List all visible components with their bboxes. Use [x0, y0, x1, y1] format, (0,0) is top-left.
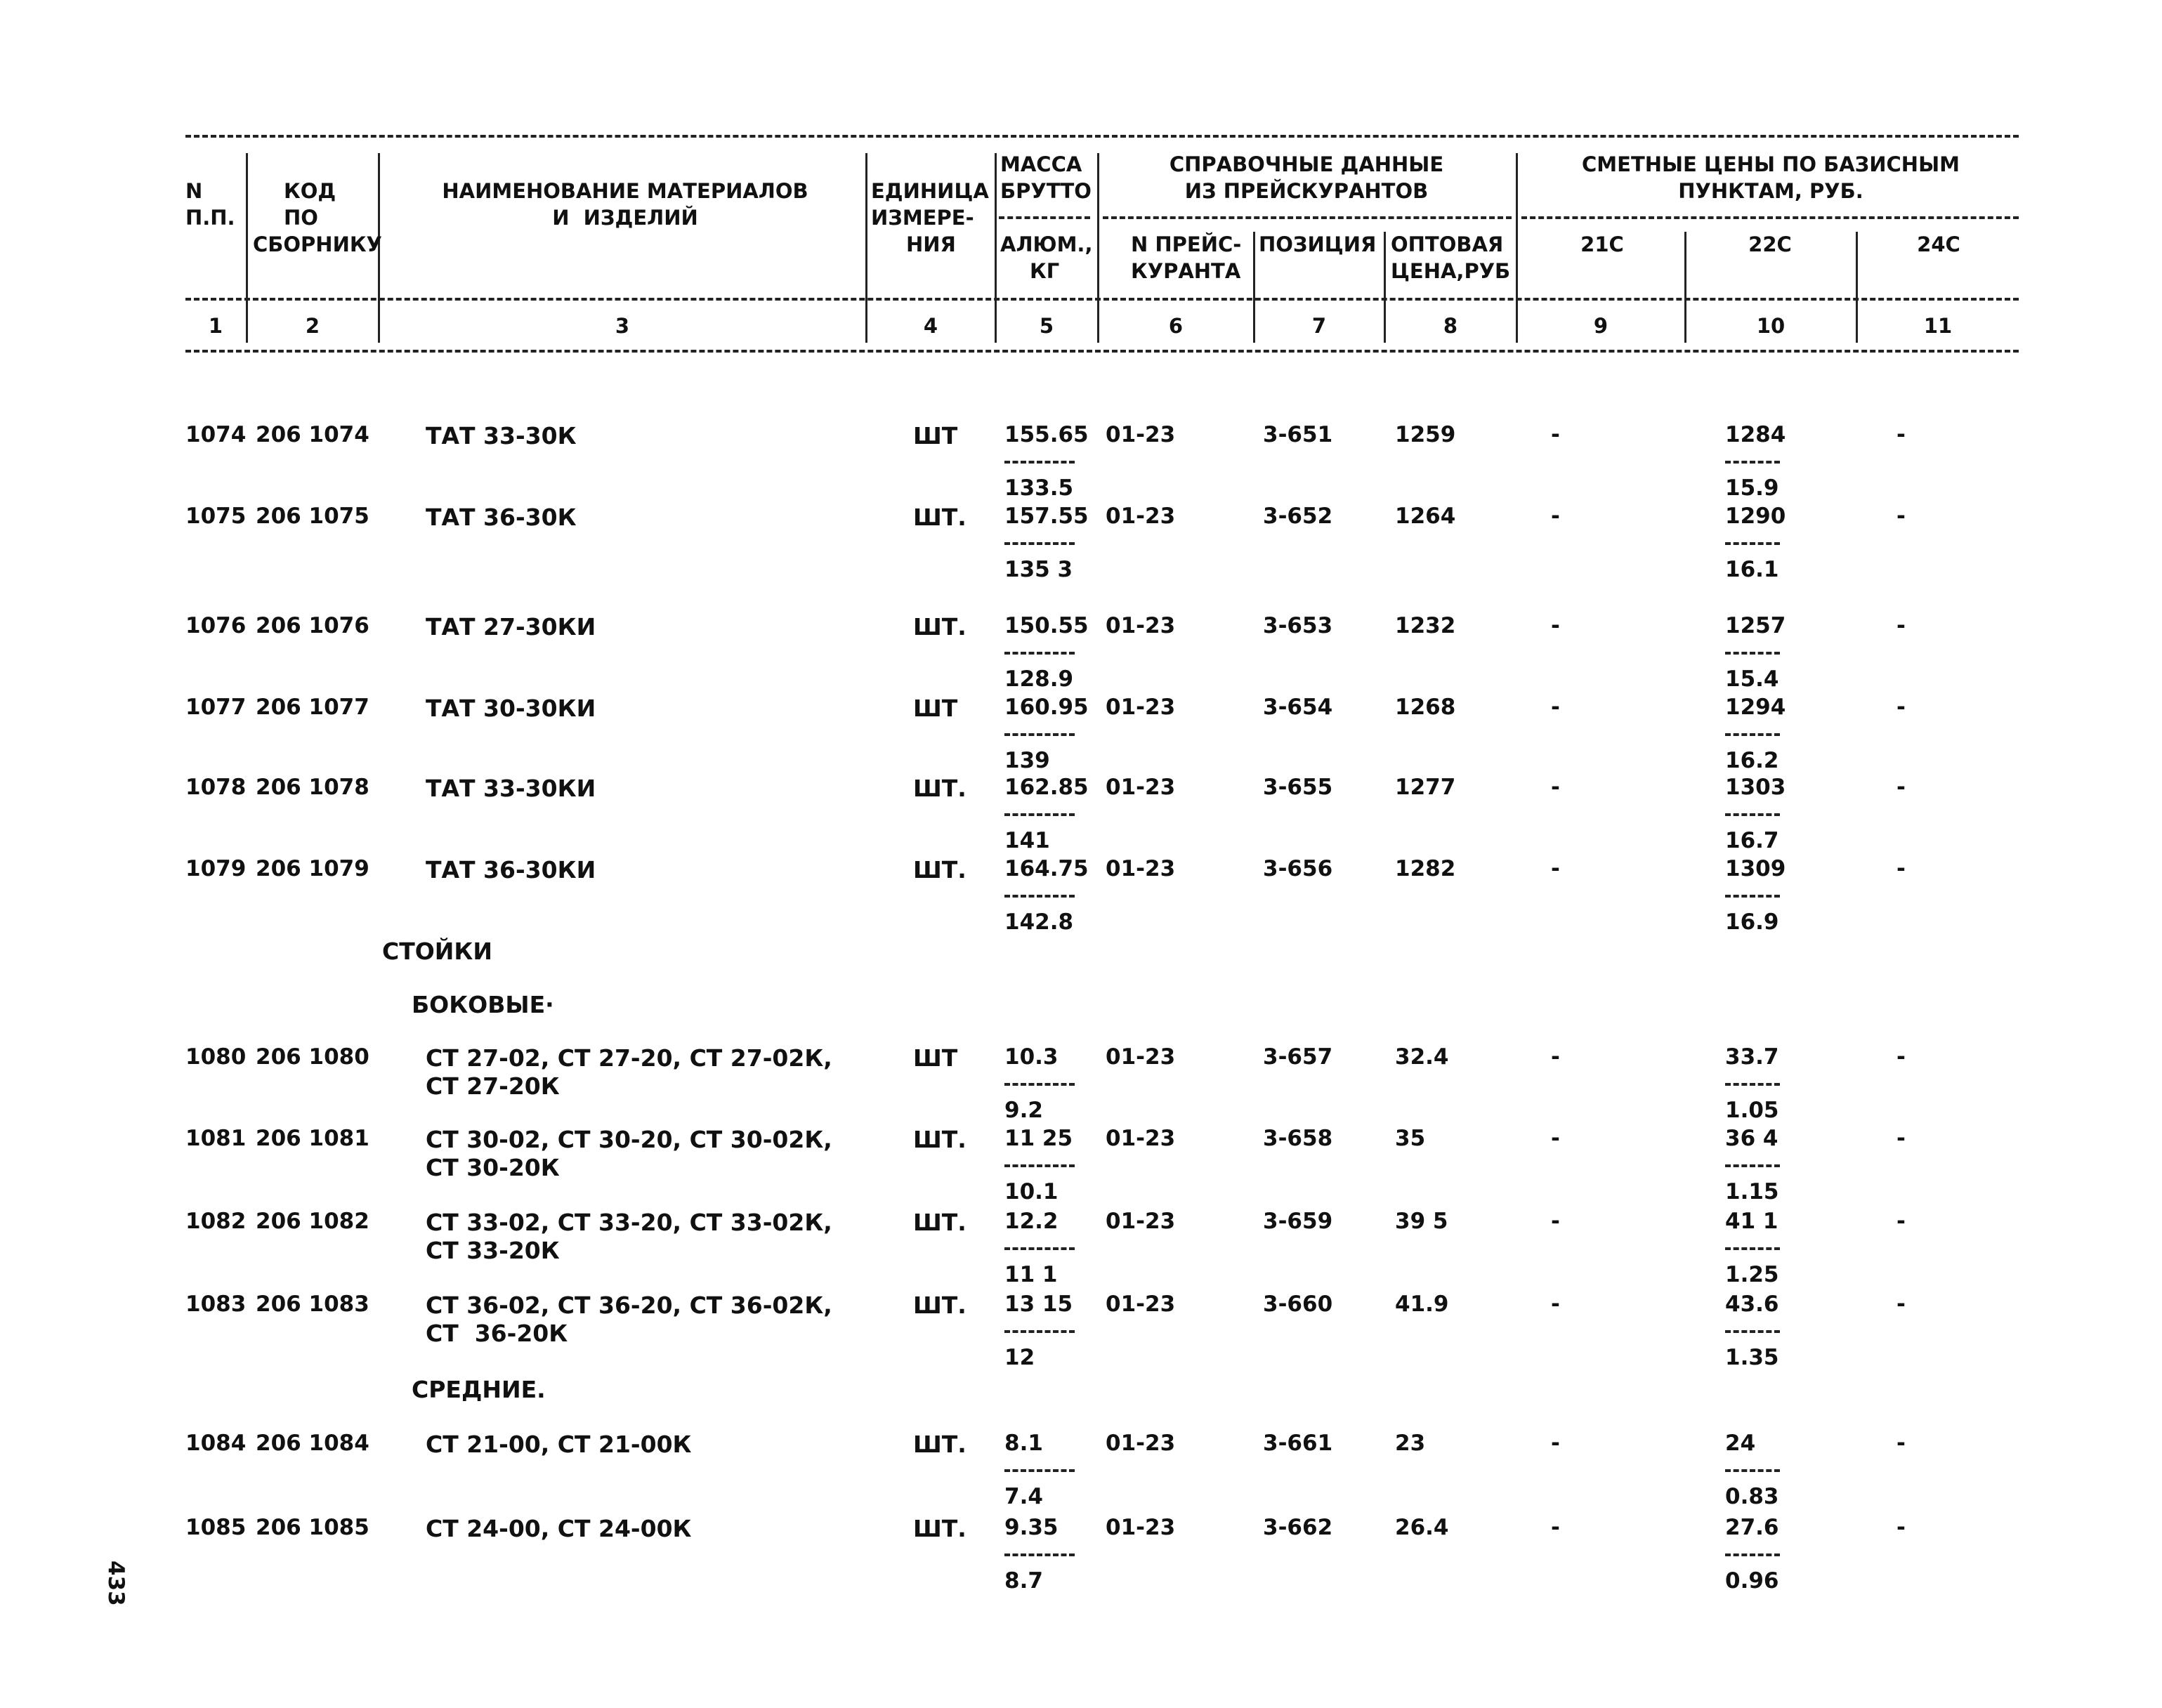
row-price-21c: -	[1551, 1515, 1560, 1540]
row-price-22c: 33.7	[1725, 1044, 1779, 1070]
header-ref-group-line2: ИЗ ПРЕЙСКУРАНТОВ	[1184, 179, 1429, 203]
row-unit: ШТ.	[913, 1126, 967, 1153]
row-price-24c: -	[1896, 775, 1906, 800]
row-price-22c-extra: 0.83	[1725, 1484, 1779, 1509]
row-code: 206 1083	[256, 1292, 369, 1317]
row-alum: 128.9	[1004, 666, 1074, 692]
ref-group-rule	[1103, 216, 1512, 219]
row-price-list: 01-23	[1106, 1126, 1176, 1151]
row-unit: ШТ.	[913, 1431, 967, 1458]
row-name-line: СТ 33-02, СТ 33-20, СТ 33-02К,	[426, 1209, 832, 1236]
row-unit: ШТ	[913, 695, 958, 722]
row-name-line: ТАТ 36-30КИ	[426, 856, 596, 883]
row-code: 206 1084	[256, 1431, 369, 1456]
colnum-9: 9	[1593, 314, 1609, 338]
row-name-line: ТАТ 33-30КИ	[426, 775, 596, 802]
row-price-22c-extra: 1.15	[1725, 1179, 1779, 1204]
header-col7: ПОЗИЦИЯ	[1259, 232, 1377, 256]
header-col6-line1: N ПРЕЙС-	[1131, 232, 1242, 256]
row-code: 206 1085	[256, 1515, 369, 1540]
row-unit: ШТ.	[913, 1209, 967, 1236]
header-number-rule	[185, 298, 2019, 301]
row-price-24c: -	[1896, 695, 1906, 720]
col-separator	[995, 153, 997, 343]
row-wholesale-price: 1232	[1395, 613, 1456, 638]
mass-fraction-line	[1004, 1469, 1075, 1472]
header-col11: 24С	[1917, 232, 1960, 256]
row-price-list: 01-23	[1106, 422, 1176, 447]
row-price-22c-extra: 16.7	[1725, 828, 1779, 853]
row-code: 206 1076	[256, 613, 369, 638]
row-unit: ШТ	[913, 1044, 958, 1072]
row-wholesale-price: 1259	[1395, 422, 1456, 447]
row-price-22c: 1290	[1725, 504, 1786, 529]
row-price-22c-extra: 16.1	[1725, 557, 1779, 582]
row-price-22c-extra: 16.2	[1725, 748, 1779, 773]
row-code: 206 1074	[256, 422, 369, 447]
header-col9: 21С	[1580, 232, 1624, 256]
row-alum: 9.2	[1004, 1098, 1043, 1123]
row-price-21c: -	[1551, 1209, 1560, 1234]
row-price-list: 01-23	[1106, 1209, 1176, 1234]
section-heading-srednie: СРЕДНИЕ.	[412, 1376, 546, 1403]
section-heading-stoiki: СТОЙКИ	[382, 938, 492, 965]
price-fraction-line	[1725, 1553, 1780, 1556]
row-price-22c-extra: 1.25	[1725, 1262, 1779, 1287]
row-code: 206 1082	[256, 1209, 369, 1234]
row-mass: 160.95	[1004, 695, 1089, 720]
row-wholesale-price: 39 5	[1395, 1209, 1448, 1234]
row-number: 1074	[185, 422, 247, 447]
price-fraction-line	[1725, 652, 1780, 655]
row-code: 206 1080	[256, 1044, 369, 1070]
row-number: 1079	[185, 856, 247, 881]
row-price-22c-extra: 15.9	[1725, 475, 1779, 501]
price-fraction-line	[1725, 895, 1780, 898]
row-name-line: СТ 24-00, СТ 24-00К	[426, 1515, 692, 1542]
row-alum: 12	[1004, 1345, 1035, 1370]
row-unit: ШТ.	[913, 775, 967, 802]
header-bottom-rule	[185, 350, 2019, 353]
row-wholesale-price: 1277	[1395, 775, 1456, 800]
row-price-24c: -	[1896, 613, 1906, 638]
row-mass: 10.3	[1004, 1044, 1059, 1070]
row-name-line: ТАТ 33-30К	[426, 422, 577, 449]
header-price-group-line1: СМЕТНЫЕ ЦЕНЫ ПО БАЗИСНЫМ	[1582, 152, 1960, 176]
row-alum: 8.7	[1004, 1568, 1043, 1594]
row-name-line: СТ 27-20К	[426, 1072, 560, 1100]
col-separator	[865, 153, 867, 343]
row-code: 206 1081	[256, 1126, 369, 1151]
row-price-24c: -	[1896, 1209, 1906, 1234]
row-alum: 7.4	[1004, 1484, 1043, 1509]
price-fraction-line	[1725, 1247, 1780, 1250]
row-position: 3-651	[1263, 422, 1333, 447]
row-mass: 162.85	[1004, 775, 1089, 800]
row-position: 3-662	[1263, 1515, 1333, 1540]
row-price-24c: -	[1896, 1126, 1906, 1151]
header-ref-group-line1: СПРАВОЧНЫЕ ДАННЫЕ	[1169, 152, 1444, 176]
row-mass: 12.2	[1004, 1209, 1059, 1234]
price-fraction-line	[1725, 733, 1780, 736]
row-wholesale-price: 26.4	[1395, 1515, 1449, 1540]
colnum-2: 2	[305, 314, 320, 338]
colnum-8: 8	[1443, 314, 1458, 338]
mass-fraction-line	[1004, 1247, 1075, 1250]
mass-fraction-line	[1004, 542, 1075, 545]
row-price-22c: 36 4	[1725, 1126, 1778, 1151]
mass-fraction-line	[1004, 813, 1075, 816]
colnum-7: 7	[1311, 314, 1327, 338]
mass-split-rule	[999, 216, 1090, 219]
row-number: 1078	[185, 775, 247, 800]
header-col4-line2: ИЗМЕРЕ-	[871, 206, 974, 230]
header-col5-brutto: БРУТТО	[1000, 179, 1092, 203]
row-code: 206 1079	[256, 856, 369, 881]
row-price-22c-extra: 0.96	[1725, 1568, 1779, 1594]
header-col1-line1: N	[185, 179, 203, 203]
row-mass: 13 15	[1004, 1292, 1073, 1317]
price-fraction-line	[1725, 1330, 1780, 1333]
row-price-21c: -	[1551, 613, 1560, 638]
row-price-22c: 43.6	[1725, 1292, 1779, 1317]
row-price-24c: -	[1896, 856, 1906, 881]
header-col5-mass: МАССА	[1000, 152, 1082, 176]
row-position: 3-661	[1263, 1431, 1333, 1456]
row-number: 1080	[185, 1044, 247, 1070]
row-price-21c: -	[1551, 695, 1560, 720]
row-alum: 139	[1004, 748, 1050, 773]
row-price-22c: 27.6	[1725, 1515, 1779, 1540]
header-col2-line3: СБОРНИКУ	[253, 232, 382, 256]
row-price-21c: -	[1551, 1431, 1560, 1456]
row-alum: 135 3	[1004, 557, 1073, 582]
row-name-line: СТ 36-02, СТ 36-20, СТ 36-02К,	[426, 1292, 832, 1319]
row-price-22c: 1294	[1725, 695, 1786, 720]
row-position: 3-660	[1263, 1292, 1333, 1317]
row-price-22c: 1309	[1725, 856, 1786, 881]
row-number: 1085	[185, 1515, 247, 1540]
colnum-5: 5	[1039, 314, 1054, 338]
header-col8-line2: ЦЕНА,РУБ	[1391, 259, 1511, 283]
row-position: 3-655	[1263, 775, 1333, 800]
row-price-list: 01-23	[1106, 1044, 1176, 1070]
colnum-6: 6	[1168, 314, 1184, 338]
colnum-11: 11	[1923, 314, 1953, 338]
col-separator	[1097, 153, 1099, 343]
row-price-list: 01-23	[1106, 775, 1176, 800]
row-mass: 9.35	[1004, 1515, 1059, 1540]
row-price-22c: 1284	[1725, 422, 1786, 447]
price-fraction-line	[1725, 461, 1780, 464]
row-name-line: ТАТ 36-30К	[426, 504, 577, 531]
row-price-22c-extra: 1.35	[1725, 1345, 1779, 1370]
row-wholesale-price: 32.4	[1395, 1044, 1449, 1070]
row-unit: ШТ	[913, 422, 958, 449]
row-name-line: СТ 33-20К	[426, 1237, 560, 1264]
header-col3-line1: НАИМЕНОВАНИЕ МАТЕРИАЛОВ	[442, 179, 808, 203]
row-code: 206 1077	[256, 695, 369, 720]
price-group-rule	[1521, 216, 2019, 219]
header-col3-line2: И ИЗДЕЛИЙ	[552, 206, 698, 230]
row-mass: 164.75	[1004, 856, 1089, 881]
row-code: 206 1078	[256, 775, 369, 800]
row-price-22c-extra: 16.9	[1725, 909, 1779, 935]
mass-fraction-line	[1004, 652, 1075, 655]
row-price-21c: -	[1551, 856, 1560, 881]
row-number: 1075	[185, 504, 247, 529]
mass-fraction-line	[1004, 733, 1075, 736]
row-wholesale-price: 1264	[1395, 504, 1456, 529]
row-name-line: ТАТ 30-30КИ	[426, 695, 596, 722]
header-col4-line3: НИЯ	[906, 232, 956, 256]
row-unit: ШТ.	[913, 504, 967, 531]
row-alum: 142.8	[1004, 909, 1074, 935]
row-code: 206 1075	[256, 504, 369, 529]
header-col4-line1: ЕДИНИЦА	[871, 179, 989, 203]
row-price-list: 01-23	[1106, 1292, 1176, 1317]
header-col1-line2: П.П.	[185, 206, 235, 230]
row-wholesale-price: 1268	[1395, 695, 1456, 720]
row-unit: ШТ.	[913, 1515, 967, 1542]
row-position: 3-657	[1263, 1044, 1333, 1070]
row-name-line: СТ 36-20К	[426, 1320, 568, 1347]
row-wholesale-price: 41.9	[1395, 1292, 1449, 1317]
mass-fraction-line	[1004, 1330, 1075, 1333]
row-number: 1083	[185, 1292, 247, 1317]
price-fraction-line	[1725, 813, 1780, 816]
page-number: 433	[103, 1561, 129, 1606]
row-mass: 150.55	[1004, 613, 1089, 638]
row-price-list: 01-23	[1106, 613, 1176, 638]
colnum-1: 1	[208, 314, 223, 338]
colnum-10: 10	[1756, 314, 1786, 338]
row-price-22c-extra: 1.05	[1725, 1098, 1779, 1123]
row-number: 1076	[185, 613, 247, 638]
row-number: 1077	[185, 695, 247, 720]
row-alum: 133.5	[1004, 475, 1074, 501]
row-price-22c: 24	[1725, 1431, 1756, 1456]
row-price-24c: -	[1896, 1431, 1906, 1456]
row-price-22c: 1257	[1725, 613, 1786, 638]
row-price-22c: 1303	[1725, 775, 1786, 800]
row-price-24c: -	[1896, 1292, 1906, 1317]
col-separator	[246, 153, 248, 343]
price-fraction-line	[1725, 1164, 1780, 1167]
row-price-21c: -	[1551, 1044, 1560, 1070]
row-mass: 8.1	[1004, 1431, 1043, 1456]
row-wholesale-price: 23	[1395, 1431, 1426, 1456]
row-wholesale-price: 35	[1395, 1126, 1426, 1151]
row-price-21c: -	[1551, 775, 1560, 800]
row-alum: 10.1	[1004, 1179, 1059, 1204]
row-price-list: 01-23	[1106, 856, 1176, 881]
price-fraction-line	[1725, 1469, 1780, 1472]
row-price-21c: -	[1551, 422, 1560, 447]
row-alum: 141	[1004, 828, 1050, 853]
row-price-21c: -	[1551, 504, 1560, 529]
header-col10: 22С	[1748, 232, 1792, 256]
price-fraction-line	[1725, 1083, 1780, 1086]
mass-fraction-line	[1004, 1553, 1075, 1556]
price-fraction-line	[1725, 542, 1780, 545]
row-price-21c: -	[1551, 1292, 1560, 1317]
row-position: 3-658	[1263, 1126, 1333, 1151]
row-name-line: СТ 21-00, СТ 21-00К	[426, 1431, 692, 1458]
row-price-list: 01-23	[1106, 695, 1176, 720]
header-col8-line1: ОПТОВАЯ	[1391, 232, 1504, 256]
row-mass: 11 25	[1004, 1126, 1073, 1151]
header-col2-line1: КОД	[284, 179, 336, 203]
header-col2-line2: ПО	[284, 206, 318, 230]
mass-fraction-line	[1004, 461, 1075, 464]
row-wholesale-price: 1282	[1395, 856, 1456, 881]
row-mass: 155.65	[1004, 422, 1089, 447]
row-number: 1081	[185, 1126, 247, 1151]
header-col5-kg: КГ	[1030, 259, 1060, 283]
row-price-list: 01-23	[1106, 1431, 1176, 1456]
row-price-21c: -	[1551, 1126, 1560, 1151]
row-position: 3-654	[1263, 695, 1333, 720]
row-position: 3-652	[1263, 504, 1333, 529]
row-alum: 11 1	[1004, 1262, 1058, 1287]
row-position: 3-659	[1263, 1209, 1333, 1234]
row-price-24c: -	[1896, 504, 1906, 529]
header-col5-alum: АЛЮМ.,	[1000, 232, 1093, 256]
row-number: 1082	[185, 1209, 247, 1234]
row-unit: ШТ.	[913, 613, 967, 640]
header-price-group-line2: ПУНКТАМ, РУБ.	[1678, 179, 1863, 203]
row-unit: ШТ.	[913, 856, 967, 883]
header-top-rule	[185, 135, 2019, 138]
colnum-3: 3	[615, 314, 630, 338]
col-separator	[1516, 153, 1518, 343]
row-price-24c: -	[1896, 1515, 1906, 1540]
row-price-24c: -	[1896, 1044, 1906, 1070]
section-heading-bokovye: БОКОВЫЕ·	[412, 991, 554, 1018]
row-number: 1084	[185, 1431, 247, 1456]
row-price-24c: -	[1896, 422, 1906, 447]
row-unit: ШТ.	[913, 1292, 967, 1319]
row-name-line: СТ 27-02, СТ 27-20, СТ 27-02К,	[426, 1044, 832, 1072]
header-col6-line2: КУРАНТА	[1131, 259, 1241, 283]
row-name-line: ТАТ 27-30КИ	[426, 613, 596, 640]
mass-fraction-line	[1004, 1164, 1075, 1167]
colnum-4: 4	[923, 314, 938, 338]
row-price-list: 01-23	[1106, 1515, 1176, 1540]
row-price-22c: 41 1	[1725, 1209, 1778, 1234]
row-name-line: СТ 30-20К	[426, 1154, 560, 1181]
mass-fraction-line	[1004, 895, 1075, 898]
row-position: 3-656	[1263, 856, 1333, 881]
mass-fraction-line	[1004, 1083, 1075, 1086]
row-price-22c-extra: 15.4	[1725, 666, 1779, 692]
row-price-list: 01-23	[1106, 504, 1176, 529]
row-position: 3-653	[1263, 613, 1333, 638]
row-mass: 157.55	[1004, 504, 1089, 529]
row-name-line: СТ 30-02, СТ 30-20, СТ 30-02К,	[426, 1126, 832, 1153]
